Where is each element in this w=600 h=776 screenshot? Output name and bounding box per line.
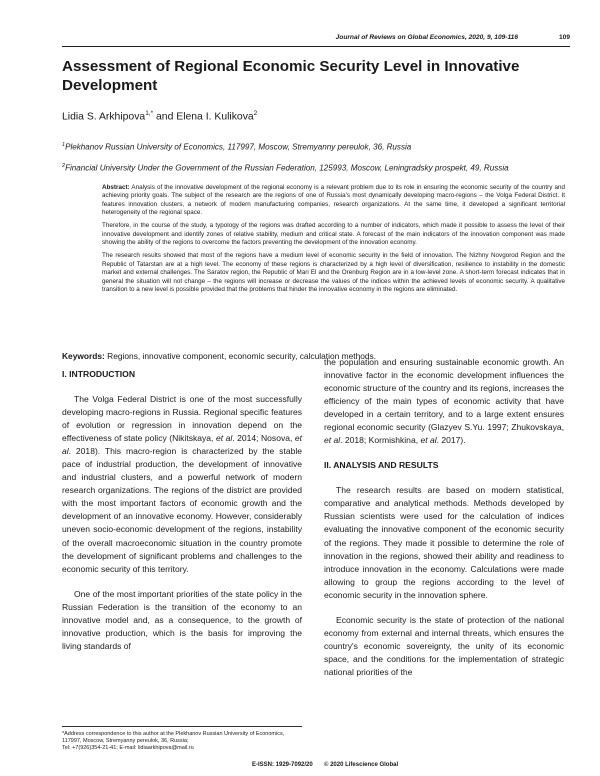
affiliation-1 (62, 140, 572, 153)
correspondence-footnote (62, 726, 302, 752)
journal-citation: Journal of Reviews on Global Economics, 2020, 9, 109-116 (335, 34, 518, 41)
intro-p1-etal-1: et al (215, 433, 233, 444)
footer-copyright: © 2020 Lifescience Global (324, 762, 399, 768)
running-header (62, 34, 570, 47)
intro-paragraph-2: One of the most important priorities of the state policy in the Russian Federation is the transition of the economy to an innovative model and, as a consequence, to the growth of innovative production, which is the basis for improving the living standards of (62, 588, 302, 651)
keywords-label: Keywords: (62, 351, 105, 361)
abstract (102, 184, 565, 299)
analysis-paragraph-1: The research results are based on modern statistical, comparative and analytical methods. Methods developed by Russian scientists were used for the calculation of indices evaluating the innovative component of the economic security of the regions. They made it possible to determine the role of innovation in the regions, showed their ability and readiness to introduce innovation in the economy. Calculations were made allowing to group the regions according to the level of economic security in the innovation sphere. (324, 485, 564, 600)
footer-issn: E-ISSN: 1929-7092/20 (252, 762, 313, 768)
author-1: Lidia S. Arkhipova (62, 111, 146, 123)
right-column (324, 356, 564, 679)
affiliation-1-text: Plekhanov Russian University of Economics, 117997, Moscow, Stremyanny pereulok, 36, Russia (65, 142, 412, 152)
author-list (62, 110, 257, 122)
keywords-text: Regions, innovative component, economic security, calculation methods. (104, 351, 377, 361)
intro-cont-c: . 2017). (436, 435, 466, 446)
analysis-paragraph-2: Economic security is the state of protection of the national economy from external and internal threats, which ensures the country's economic sovereignty, the unity of its economic space, and the conditions for the implementation of strategic national priorities of the (324, 614, 564, 677)
abstract-paragraph-3: The research results showed that most of the regions have a medium level of economic security in the field of innovation. The Nizhny Novgorod Region and the Republic of Tatarstan are at a high level. The economy of these regions is characterized by a high level of diversification, resilience to instability in the domestic market and external challenges. The Saratov region, the Republic of Mari El and the Orenburg Region are in a low-level zone. A short-term forecast indicates that in general the situation will not change – the regions will increase or decrease the values of the indices within the achieved levels of economic security. A qualitative transition to a new level is possible provided that the problems that hinder the innovative economy in the regions are eliminated. (102, 252, 565, 293)
intro-cont-b: . 2018; Kormishkina, (340, 435, 421, 446)
footnote-line-1: *Address correspondence to this author at the Plekhanov Russian University of Economics, 117997, Moscow, Stremyanny pereulok, 36, Russia; (62, 731, 285, 744)
affiliation-2-sup: 2 (62, 163, 66, 170)
intro-paragraph-1 (62, 393, 302, 576)
author-2-affil: 2 (253, 110, 258, 117)
footnote-line-2: Tel: +7(926)354-21-41; E-mail: lidiaarkhipova@mail.ru (62, 745, 194, 751)
intro-cont-etal-1: et al (324, 435, 341, 446)
intro-p1-a: The Volga Federal District is one of the most successfully developing macro-regions in Russia. Regional specific features of evolution or regression in innovation depend on the effectiveness of state policy (Nikitskaya, (62, 394, 302, 444)
author-2: Elena I. Kulikova (176, 111, 254, 123)
intro-cont-a: the population and ensuring sustainable economic growth. An innovative factor in the economic development influences the economic structure of the country and its regions, increases the efficiency of the main types of economic activity that have developed in a certain territory, and to a large extent ensures regional economic security (Glazyev S.Yu. 1997; Zhukovskaya, (324, 357, 564, 433)
intro-p1-etal-2: et al (62, 433, 303, 457)
abstract-label: Abstract: (102, 184, 130, 191)
section-heading-introduction: I. INTRODUCTION (62, 369, 136, 379)
abstract-paragraph-2: Therefore, in the course of the study, a typology of the regions was drafted according to a number of indicators, which made it possible to assess the level of their innovative development and identify zones of relative stability, medium and critical state. A forecast of the main indicators of the innovation component was made showing the ability of the regions to overcome the factors preventing the development of the innovation economy. (102, 222, 565, 247)
section-heading-analysis: II. ANALYSIS AND RESULTS (324, 460, 439, 471)
paper-title: Assessment of Regional Economic Security Level in Innovative Development (62, 58, 520, 94)
abstract-text-1: Analysis of the innovative development of the regional economy is a relevant problem due to its role in ensuring the economic security of the country and achieving priority goals. The subject of the research are the regions of one of Russia's most dynamically developing macro-regions – the Volga Federal District. It features innovation clusters, a network of modern manufacturing companies, research organizations. At the same time, it developed a significant territorial heterogeneity of the regional space. (102, 184, 565, 217)
intro-p1-c: . 2018). This macro-region is characterized by the stable pace of industrial production, the development of innovative and industrial clusters, and a powerful network of modern research organizations. The regions of the district are provided with the most important factors of economic growth and the development of an innovative economy. However, considerably uneven socio-economic development of the regions, instability of the overall macroeconomic situation in the country promote the development of significant problems and challenges to the economic security of this territory. (62, 446, 302, 574)
author-conjunction: and (153, 111, 177, 123)
abstract-paragraph-1 (102, 184, 565, 218)
affiliation-1-sup: 1 (62, 142, 66, 148)
page-number: 109 (558, 34, 570, 41)
affiliation-2-text: Financial University Under the Government of the Russian Federation, 125993, Moscow, Leningradsky prospekt, 49, Russia (65, 163, 509, 173)
intro-paragraph-continued (324, 356, 564, 447)
author-1-affil: 1,* (145, 110, 154, 117)
affiliations (62, 140, 572, 182)
left-column (62, 368, 302, 653)
affiliation-2 (62, 161, 572, 174)
intro-p1-b: . 2014; Nosova, (232, 433, 295, 444)
intro-cont-etal-2: et al (420, 435, 437, 446)
